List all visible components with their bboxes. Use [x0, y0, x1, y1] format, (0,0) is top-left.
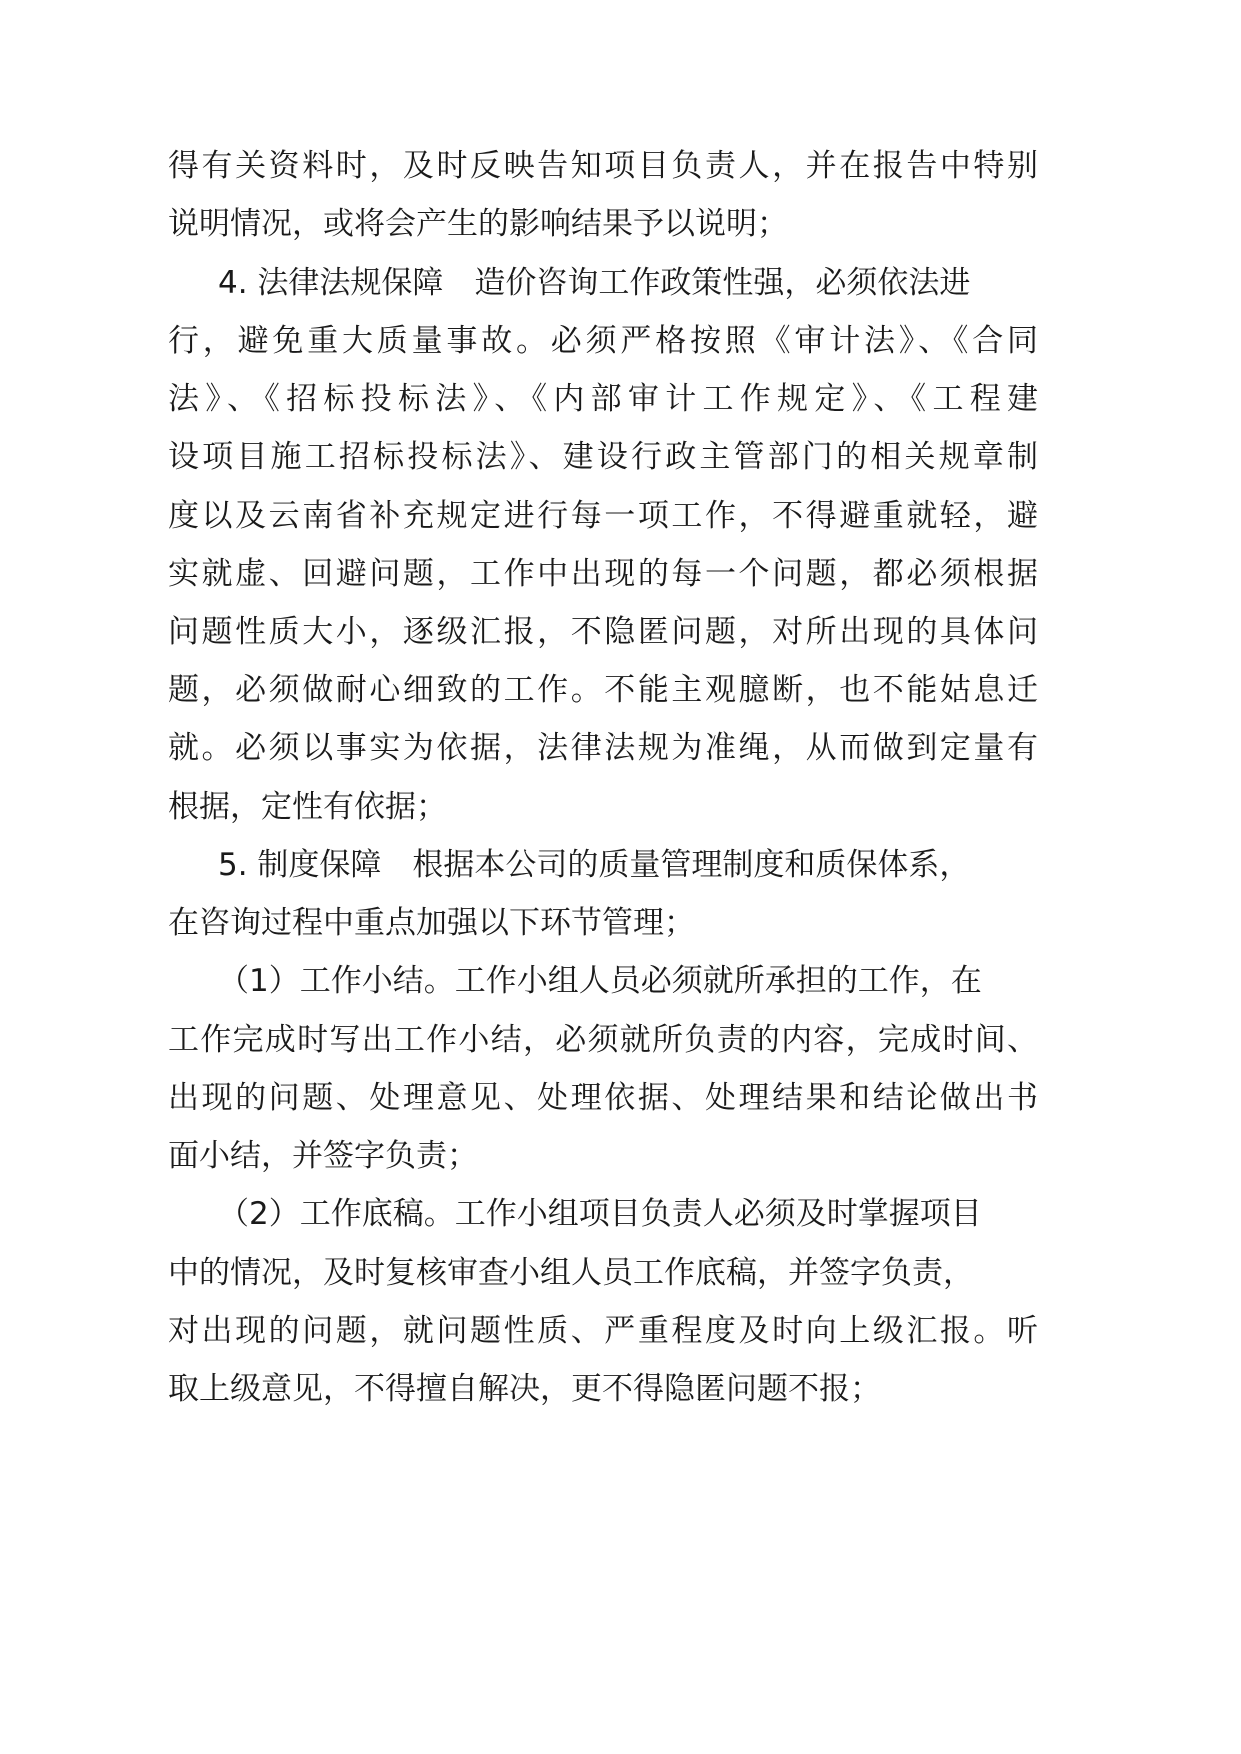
- text-line: 根据，定性有依据；: [168, 789, 447, 825]
- text-line: 就。必须以事实为依据，法律法规为准绳，从而做到定量有: [168, 730, 1038, 766]
- text-line: 出现的问题、处理意见、处理依据、处理结果和结论做出书: [168, 1080, 1038, 1116]
- text-line: 4. 法律法规保障 造价咨询工作政策性强，必须依法进: [218, 265, 971, 301]
- text-line: 中的情况，及时复核审查小组人员工作底稿，并签字负责，: [168, 1255, 974, 1291]
- text-line: 题，必须做耐心细致的工作。不能主观臆断，也不能姑息迁: [168, 672, 1038, 708]
- text-line: 行，避免重大质量事故。必须严格按照《审计法》、《合同: [168, 323, 1038, 359]
- text-line: 工作完成时写出工作小结，必须就所负责的内容，完成时间、: [168, 1022, 1038, 1058]
- text-line: （1）工作小结。工作小组人员必须就所承担的工作，在: [218, 963, 982, 999]
- text-line: 法》、《招标投标法》、《内部审计工作规定》、《工程建: [168, 381, 1038, 417]
- text-line: 面小结，并签字负责；: [168, 1138, 478, 1174]
- text-line: 得有关资料时，及时反映告知项目负责人，并在报告中特别: [168, 148, 1038, 184]
- text-line: 实就虚、回避问题，工作中出现的每一个问题，都必须根据: [168, 556, 1038, 592]
- text-line: 在咨询过程中重点加强以下环节管理；: [168, 905, 695, 941]
- text-line: （2）工作底稿。工作小组项目负责人必须及时掌握项目: [218, 1196, 982, 1232]
- text-line: 设项目施工招标投标法》、建设行政主管部门的相关规章制: [168, 439, 1038, 475]
- text-line: 5. 制度保障 根据本公司的质量管理制度和质保体系，: [218, 847, 971, 883]
- text-line: 度以及云南省补充规定进行每一项工作，不得避重就轻，避: [168, 498, 1038, 534]
- text-line: 取上级意见，不得擅自解决，更不得隐匿问题不报；: [168, 1371, 881, 1407]
- text-line: 说明情况，或将会产生的影响结果予以说明；: [168, 206, 788, 242]
- text-line: 问题性质大小，逐级汇报，不隐匿问题，对所出现的具体问: [168, 614, 1038, 650]
- text-line: 对出现的问题，就问题性质、严重程度及时向上级汇报。听: [168, 1313, 1038, 1349]
